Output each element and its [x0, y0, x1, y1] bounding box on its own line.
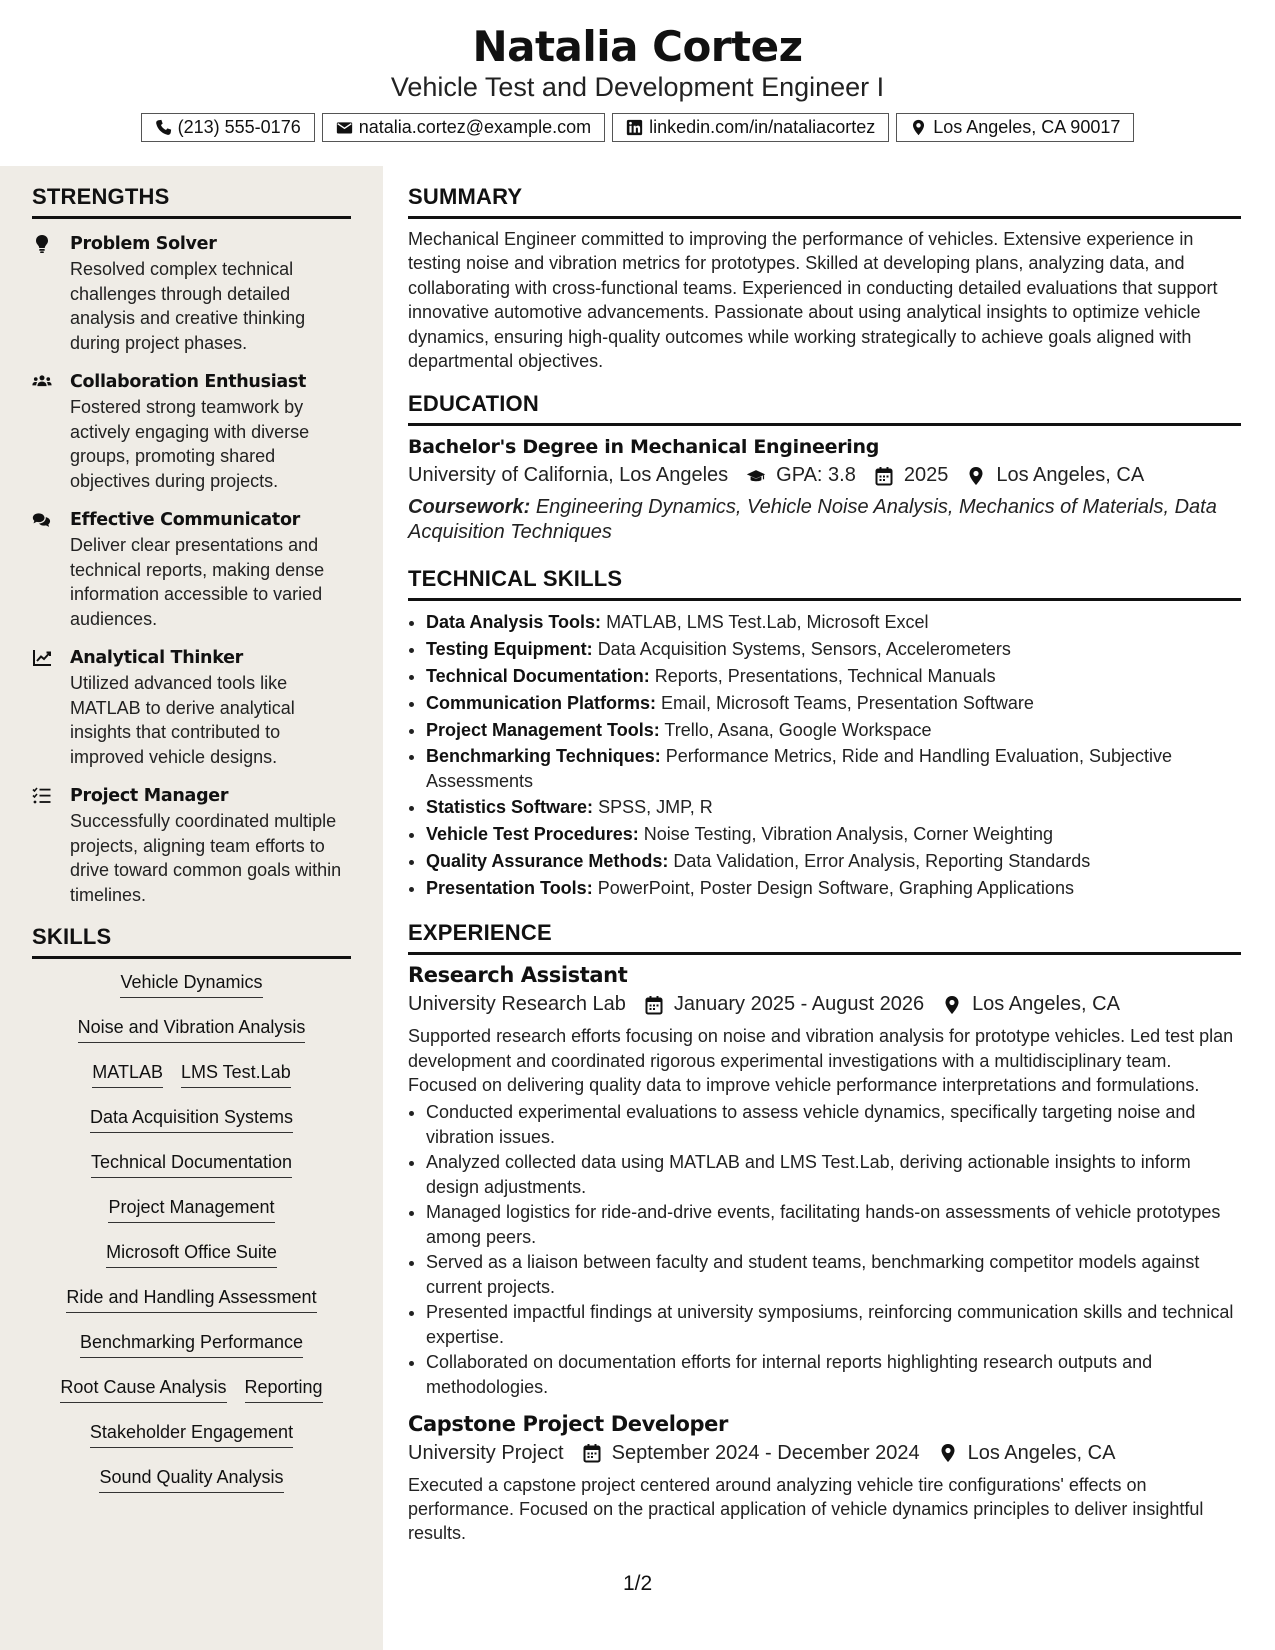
job-location: Los Angeles, CA: [967, 1441, 1116, 1464]
education-section: [408, 391, 1241, 544]
summary-section: [408, 184, 1241, 373]
job-meta: [408, 1442, 1241, 1465]
phone-icon: [155, 119, 172, 136]
strength-item: [32, 645, 351, 769]
main-column: [408, 166, 1241, 1546]
list-item: [426, 794, 1241, 821]
technical-skills-heading: TECHNICAL SKILLS: [408, 566, 1241, 601]
skill-category: Communication Platforms:: [426, 693, 657, 714]
summary-text: Mechanical Engineer committed to improving the performance of vehicles. Extensive experience in testing noise and vibration metrics for prototypes. Skilled at developing plans, analyzing data, and collaborating with cross-functional teams. Experienced in conducting detailed evaluations that support innovative automotive advancements. Passionate about using analytical insights to optimize vehicle dynamics, ensuring high-quality outcomes while working strategically to achieve goals aligned with departmental objectives.: [408, 229, 1218, 372]
job-role: Vehicle Test and Development Engineer I: [390, 72, 885, 102]
job-org: University Research Lab: [408, 993, 626, 1016]
list-item: • Served as a liaison between faculty and student teams, benchmarking competitor models against current projects.: [426, 1250, 1241, 1300]
skill-category: Data Analysis Tools:: [426, 612, 602, 633]
coursework-list: Engineering Dynamics, Vehicle Noise Analysis, Mechanics of Materials, Data Acquisition Techniques: [408, 496, 1217, 543]
job-bullets: [408, 1100, 1241, 1400]
list-item: [426, 609, 1241, 636]
skill-values: SPSS, JMP, R: [598, 797, 713, 818]
strength-desc: Successfully coordinated multiple projects, aligning team efforts to drive toward common goals within timelines.: [70, 811, 342, 905]
strength-title: Effective Communicator: [70, 510, 301, 530]
graduation-year: 2025: [903, 464, 949, 487]
degree-title: Bachelor's Degree in Mechanical Engineering: [408, 436, 880, 459]
list-item: [426, 663, 1241, 690]
contact-location[interactable]: [896, 113, 1134, 142]
calendar-icon: [636, 995, 664, 1015]
skill-category: Statistics Software:: [426, 797, 594, 818]
skill-tag: Data Acquisition Systems: [90, 1106, 293, 1133]
strength-desc: Deliver clear presentations and technical reports, making dense information accessible to varied audiences.: [70, 535, 325, 629]
skills-heading: SKILLS: [32, 924, 351, 959]
envelope-icon: [336, 119, 353, 136]
skill-tag: Noise and Vibration Analysis: [78, 1016, 306, 1043]
list-item: [426, 821, 1241, 848]
list-check-icon: [32, 783, 70, 907]
strength-title: Analytical Thinker: [70, 648, 243, 668]
strength-title: Problem Solver: [70, 234, 217, 254]
contact-bar: [0, 113, 1275, 142]
strength-title: Project Manager: [70, 786, 229, 806]
skill-values: Noise Testing, Vibration Analysis, Corner Weighting: [643, 824, 1053, 845]
skills-list: [32, 971, 351, 1511]
school-location: Los Angeles, CA: [996, 464, 1145, 487]
skill-category: Presentation Tools:: [426, 878, 593, 899]
strength-item: [32, 783, 351, 907]
skill-tag: Reporting: [245, 1376, 323, 1403]
skill-tag: Benchmarking Performance: [80, 1331, 303, 1358]
skill-values: Trello, Asana, Google Workspace: [664, 720, 932, 741]
skill-category: Project Management Tools:: [426, 720, 660, 741]
email-text: natalia.cortez@example.com: [358, 117, 592, 137]
list-item: • Managed logistics for ride-and-drive events, facilitating hands-on assessments of vehicle prototypes among peers.: [426, 1200, 1241, 1250]
calendar-icon: [866, 466, 894, 486]
list-item: [426, 744, 1241, 794]
education-meta: [408, 464, 1241, 487]
skill-tag: Microsoft Office Suite: [106, 1241, 277, 1268]
coursework: [408, 495, 1241, 544]
sidebar: [0, 166, 383, 1650]
list-item: • Analyzed collected data using MATLAB and LMS Test.Lab, deriving actionable insights to inform design adjustments.: [426, 1150, 1241, 1200]
skill-values: PowerPoint, Poster Design Software, Graphing Applications: [597, 878, 1074, 899]
contact-email[interactable]: [322, 113, 605, 142]
job-location: Los Angeles, CA: [972, 993, 1120, 1016]
skill-tag: Sound Quality Analysis: [99, 1466, 283, 1493]
skill-tag: Project Management: [108, 1196, 274, 1223]
linkedin-text: linkedin.com/in/nataliacortez: [649, 117, 876, 137]
chart-line-icon: [32, 645, 70, 769]
skill-tag: Vehicle Dynamics: [120, 971, 262, 998]
graduation-cap-icon: [738, 466, 766, 486]
lightbulb-icon: [32, 231, 70, 355]
list-item: [426, 875, 1241, 902]
strength-title: Collaboration Enthusiast: [70, 372, 307, 392]
job-org: University Project: [408, 1441, 564, 1464]
experience-heading: EXPERIENCE: [408, 920, 1241, 955]
users-icon: [32, 369, 70, 493]
job-entry: [408, 1412, 1241, 1546]
skill-values: Data Acquisition Systems, Sensors, Accelerometers: [597, 639, 1011, 660]
job-description: Executed a capstone project centered around analyzing vehicle tire configurations' effects on performance. Focused on the practical application of vehicle dynamics principles to deliver insightful results.: [408, 1474, 1204, 1544]
list-item: • Collaborated on documentation efforts for internal reports highlighting research outputs and methodologies.: [426, 1350, 1241, 1400]
job-title: Research Assistant: [408, 963, 628, 988]
list-item: • Presented impactful findings at university symposiums, reinforcing communication skills and technical expertise.: [426, 1300, 1241, 1350]
skill-tag: Stakeholder Engagement: [90, 1421, 293, 1448]
contact-linkedin[interactable]: [612, 113, 889, 142]
strength-desc: Fostered strong teamwork by actively engaging with diverse groups, promoting shared objectives during projects.: [70, 397, 310, 491]
location-text: Los Angeles, CA 90017: [933, 117, 1121, 137]
strength-item: [32, 507, 351, 631]
skill-category: Testing Equipment:: [426, 639, 593, 660]
skill-values: Performance Metrics, Ride and Handling Evaluation, Subjective Assessments: [426, 746, 1172, 792]
technical-skills-section: [408, 566, 1241, 902]
map-pin-icon: [930, 1443, 958, 1463]
skill-values: Reports, Presentations, Technical Manuals: [654, 666, 996, 687]
technical-skills-list: [408, 609, 1241, 902]
linkedin-icon: [626, 119, 643, 136]
education-heading: EDUCATION: [408, 391, 1241, 426]
skill-tag: Ride and Handling Assessment: [66, 1286, 316, 1313]
skills-section: [32, 924, 351, 1511]
coursework-label: Coursework:: [408, 496, 531, 519]
strength-item: [32, 231, 351, 355]
summary-heading: SUMMARY: [408, 184, 1241, 219]
strengths-heading: STRENGTHS: [32, 184, 351, 219]
map-pin-icon: [958, 466, 986, 486]
map-pin-icon: [934, 995, 962, 1015]
skill-category: Quality Assurance Methods:: [426, 851, 669, 872]
calendar-icon: [574, 1443, 602, 1463]
strength-item: [32, 369, 351, 493]
job-description: Supported research efforts focusing on noise and vibration analysis for prototype vehicles. Led test plan development and coordinated rigorous experimental investigations with a multidisciplinary team. Focused on delivering quality data to improve vehicle performance interpretations and formulations.: [408, 1026, 1234, 1096]
skill-values: MATLAB, LMS Test.Lab, Microsoft Excel: [606, 612, 929, 633]
job-dates: January 2025 - August 2026: [673, 993, 925, 1016]
job-meta: [408, 993, 1241, 1016]
skill-values: Data Validation, Error Analysis, Reporting Standards: [673, 851, 1091, 872]
page-number: 1/2: [623, 1572, 653, 1595]
list-item: [426, 690, 1241, 717]
skill-category: Technical Documentation:: [426, 666, 650, 687]
skill-category: Vehicle Test Procedures:: [426, 824, 639, 845]
skill-tag: MATLAB: [92, 1061, 163, 1088]
experience-section: [408, 920, 1241, 1545]
skill-values: Email, Microsoft Teams, Presentation Software: [661, 693, 1034, 714]
strength-desc: Resolved complex technical challenges through detailed analysis and creative thinking during project phases.: [70, 259, 306, 353]
job-dates: September 2024 - December 2024: [611, 1441, 920, 1464]
strength-desc: Utilized advanced tools like MATLAB to derive analytical insights that contributed to improved vehicle designs.: [70, 673, 295, 767]
skill-tag: LMS Test.Lab: [181, 1061, 291, 1088]
gpa-text: GPA: 3.8: [776, 464, 856, 487]
phone-text: (213) 555-0176: [177, 117, 301, 137]
job-entry: [408, 963, 1241, 1399]
school-name: University of California, Los Angeles: [408, 464, 729, 487]
skill-category: Benchmarking Techniques:: [426, 746, 661, 767]
list-item: [426, 636, 1241, 663]
contact-phone[interactable]: [141, 113, 315, 142]
list-item: [426, 717, 1241, 744]
list-item: • Conducted experimental evaluations to assess vehicle dynamics, specifically targeting noise and vibration issues.: [426, 1100, 1241, 1150]
job-title: Capstone Project Developer: [408, 1411, 728, 1436]
map-pin-icon: [910, 119, 927, 136]
comments-icon: [32, 507, 70, 631]
skill-tag: Technical Documentation: [91, 1151, 292, 1178]
list-item: [426, 848, 1241, 875]
skill-tag: Root Cause Analysis: [60, 1376, 226, 1403]
candidate-name: Natalia Cortez: [472, 22, 803, 71]
strengths-section: [32, 184, 351, 907]
